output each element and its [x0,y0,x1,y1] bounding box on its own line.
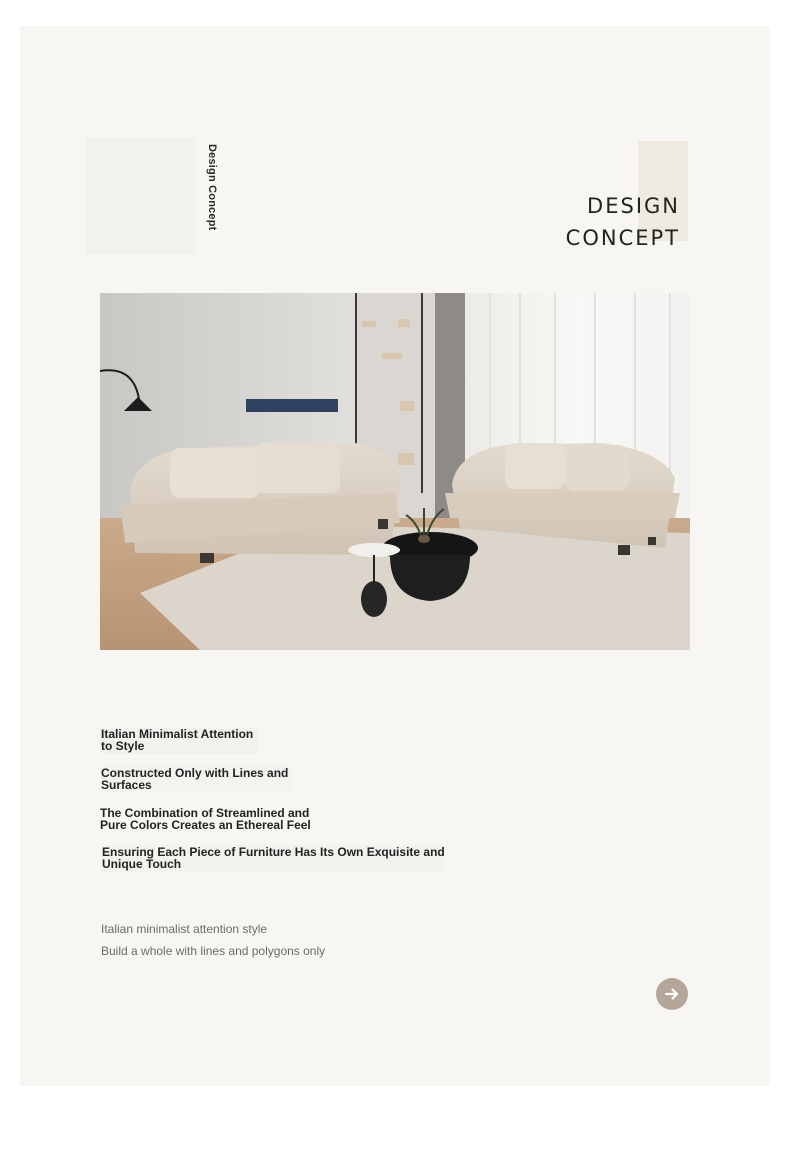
living-room-sofa-photo [100,293,690,650]
vertical-section-label: Design Concept [206,144,218,231]
description-line: Italian minimalist attention style [101,922,268,936]
section-title [566,190,680,254]
arrow-right-icon [664,986,680,1002]
title-line-1: DESIGN [587,194,680,218]
content-card [20,26,770,1086]
feature-item: Constructed Only with Lines and Surfaces [100,766,294,793]
description-line: Build a whole with lines and polygons only [101,944,326,958]
feature-item: Ensuring Each Piece of Furniture Has Its Own Exquisite and Unique Touch [102,845,445,871]
feature-item: Italian Minimalist Attention to Style [100,727,259,754]
feature-item: The Combination of Streamlined and Pure Colors Creates an Ethereal Feel [100,806,311,832]
next-button[interactable] [656,978,688,1010]
title-line-2: CONCEPT [565,226,680,250]
decorative-square [86,138,196,254]
